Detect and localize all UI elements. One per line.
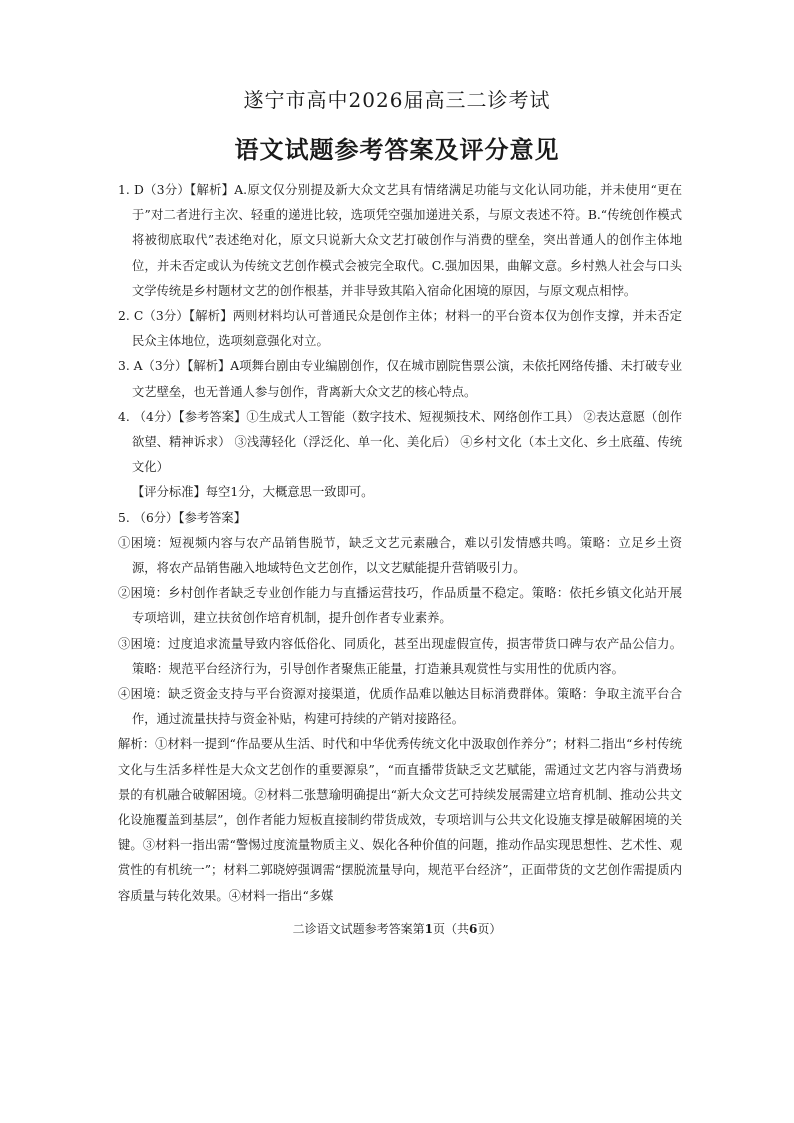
footer-page-number: 1 <box>424 922 433 936</box>
page-footer <box>0 920 794 937</box>
document-title: 语文试题参考答案及评分意见 <box>234 135 560 164</box>
answer-q5-analysis: 解析：①材料一提到“作品要从生活、时代和中华优秀传统文化中汲取创作养分”；材料二指出“乡村传统文化与生活多样性是大众文艺创作的重要源泉”，“而直播带货缺乏文艺赋能，需通过文艺内容与消费场景的有机融合破解困境。②材料二张慧瑜明确提出“新大众文艺可持续发展需建立培育机制、推动公共文化设施覆盖到基层”，创作者能力短板直接制约带货成效，专项培训与公共文化设施支撑是破解困境的关键。③材料一指出需“警惕过度流量物质主义、娱化各种价值的问题，推动作品实现思想性、艺术性、观赏性的有机统一”；材料二郭晓婷强调需“摆脱流量导向，规范平台经济”，正面带货的文艺创作需提质内容质量与转化效果。④材料一指出“多媒 <box>118 737 682 903</box>
answer-q4-scoring: 【评分标准】每空1分，大概意思一致即可。 <box>132 485 374 500</box>
answer-q5-item-3: ③困境：过度追求流量导致内容低俗化、同质化，甚至出现虚假宣传，损害带货口碑与农产品公信力。策略：规范平台经济行为，引导创作者聚焦正能量，打造兼具观赏性与实用性的优质内容。 <box>118 636 682 676</box>
answer-q3: 3. A（3分）【解析】A项舞台剧由专业编剧创作，仅在城市剧院售票公演，未依托网络传播、未打破专业文艺壁垒，也无普通人参与创作，背离新大众文艺的核心特点。 <box>118 359 682 399</box>
answer-q5-item-4: ④困境：缺乏资金支持与平台资源对接渠道，优质作品难以触达目标消费群体。策略：争取主流平台合作，通过流量扶持与资金补贴，构建可持续的产销对接路径。 <box>118 687 682 727</box>
footer-prefix: 二诊语文试题参考答案第 <box>292 922 425 936</box>
footer-suffix: 页） <box>477 922 502 936</box>
answer-q2: 2. C（3分）【解析】两则材料均认可普通民众是创作主体；材料一的平台资本仅为创作支撑，并未否定民众主体地位，选项刻意强化对立。 <box>118 309 682 349</box>
answer-q5-item-1: ①困境：短视频内容与农产品销售脱节，缺乏文艺元素融合，难以引发情感共鸣。策略：立足乡土资源，将农产品销售融入地域特色文艺创作，以文艺赋能提升营销吸引力。 <box>118 535 682 576</box>
answer-q5-item-2: ②困境：乡村创作者缺乏专业创作能力与直播运营技巧，作品质量不稳定。策略：依托乡镇文化站开展专项培训，建立扶贫创作培育机制，提升创作者专业素养。 <box>118 586 682 626</box>
answer-q5-heading: 5. （6分）【参考答案】 <box>118 510 246 525</box>
footer-total-pages: 6 <box>469 922 478 936</box>
footer-mid: 页（共 <box>432 922 469 936</box>
answer-q1: 1. D（3分）【解析】A.原文仅分别提及新大众文艺具有情绪满足功能与文化认同功能，并未使用“更在于”对二者进行主次、轻重的递进比较，选项凭空强加递进关系，与原文表述不符。B.“传统创作模式将被彻底取代”表述绝对化，原文只说新大众文艺打破创作与消费的壁垒，突出普通人的创作主体地位，并未否定或认为传统文艺创作模式会被完全取代。C.强加因果，曲解文意。乡村熟人社会与口头文学传统是乡村题材文艺的创作根基，并非导致其陷入宿命化困境的原因，与原文观点相悖。 <box>118 183 682 298</box>
exam-title: 遂宁市高中2026届高三二诊考试 <box>243 88 551 112</box>
answer-q4: 4. （4分）【参考答案】①生成式人工智能（数字技术、短视频技术、网络创作工具） ②表达意愿（创作欲望、精神诉求） ③浅薄轻化（浮泛化、单一化、美化后） ④乡村文化（本土文化、乡土底蕴、传统文化） <box>118 409 682 475</box>
answer-content <box>118 178 682 909</box>
